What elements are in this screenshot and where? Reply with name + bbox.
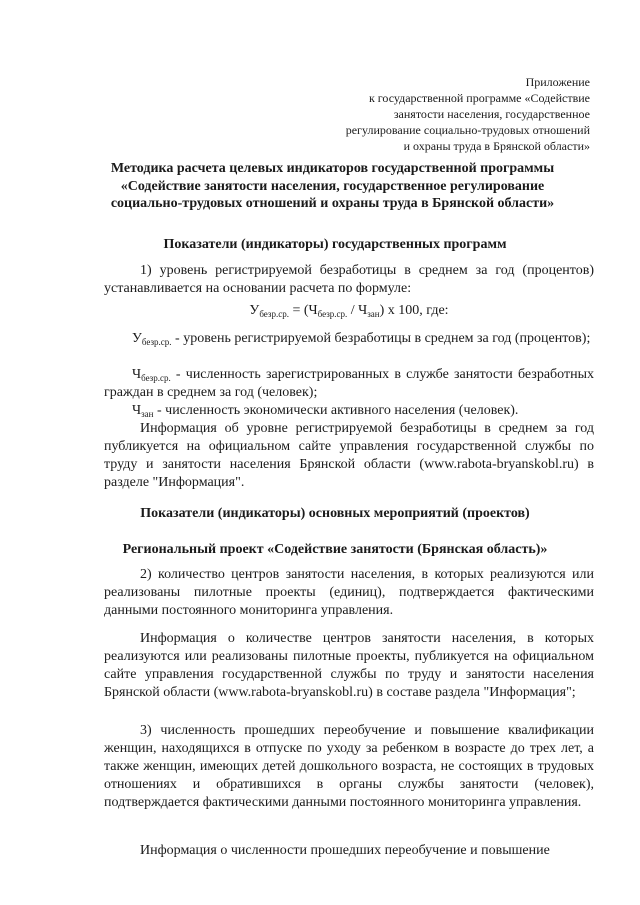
def-text: - численность экономически активного населения (человек). <box>153 403 519 418</box>
def-symbol: Ч <box>132 367 142 382</box>
definition-unemployment-rate <box>104 330 594 348</box>
unemployment-formula <box>104 302 594 320</box>
item-3-text: 3) численность прошедших переобучение и повышение квалификации женщин, находящихся в отпуске по уходу за ребенком в возрасте до трех лет, а также женщин, имеющих детей дошкольного возраста, не состоящих в трудовых отношениях и обратившихся в органы службы занятости (человек), подтверждается фактическими данными постоянного мониторинга управления. <box>104 723 594 810</box>
section-heading-state-programs: Показатели (индикаторы) государственных программ <box>163 237 507 252</box>
formula-u: У <box>249 303 260 318</box>
definition-unemployed-count <box>104 366 594 402</box>
item-2-text: 2) количество центров занятости населения, в которых реализуются или реализованы пилотные проекты (единиц), подтверждается фактическими данными постоянного мониторинга управления. <box>104 567 594 618</box>
def-text: - уровень регистрируемой безработицы в среднем за год (процентов); <box>171 331 591 346</box>
formula-mid1: = (Ч <box>288 303 318 318</box>
document-title: Методика расчета целевых индикаторов государственной программы «Содействие занятости населения, государственное регулирование социально-трудовых отношений и охраны труда в Брянской области» <box>110 161 555 211</box>
def-symbol: У <box>132 331 142 346</box>
appendix-note <box>260 74 590 154</box>
item-1-text: 1) уровень регистрируемой безработицы в среднем за год (процентов) устанавливается на основании расчета по формуле: <box>104 263 594 296</box>
def-symbol: Ч <box>132 403 142 418</box>
item-3-info-start: Информация о численности прошедших переобучение и повышение <box>140 843 550 858</box>
formula-mid2: / Ч <box>347 303 368 318</box>
formula-u-sub: безр.ср. <box>259 309 289 319</box>
def-symbol-sub: зан <box>141 409 154 419</box>
appendix-line: занятости населения, государственное <box>393 107 590 121</box>
def-text: - численность зарегистрированных в службе занятости безработных граждан в среднем за год (человек); <box>104 367 594 400</box>
appendix-line: регулирование социально-трудовых отношений <box>345 123 590 137</box>
appendix-line: Приложение <box>525 75 590 89</box>
item-2-info: Информация о количестве центров занятости населения, в которых реализуются или реализованы пилотные проекты, публикуется на официальном сайте управления государственной службы по труду и занятости населения Брянской области (www.rabota-bryanskobl.ru) в составе раздела "Информация"; <box>104 631 594 700</box>
formula-zan-sub: зан <box>367 309 380 319</box>
def-symbol-sub: безр.ср. <box>141 373 171 383</box>
item-1-info: Информация об уровне регистрируемой безработицы в среднем за год публикуется на официальном сайте управления государственной службы по труду и занятости населения Брянской области (www.rabota-bryanskobl.ru) в разделе "Информация". <box>104 421 594 490</box>
formula-ch-sub: безр.ср. <box>317 309 348 319</box>
definition-active-population <box>104 402 594 420</box>
appendix-line: и охраны труда в Брянской области» <box>403 139 590 153</box>
formula-tail: ) х 100, где: <box>379 303 449 318</box>
regional-project-heading: Региональный проект «Содействие занятости (Брянская область)» <box>122 542 548 557</box>
def-symbol-sub: безр.ср. <box>141 337 172 347</box>
section-heading-main-activities: Показатели (индикаторы) основных мероприятий (проектов) <box>140 506 530 521</box>
appendix-line: к государственной программе «Содействие <box>368 91 590 105</box>
